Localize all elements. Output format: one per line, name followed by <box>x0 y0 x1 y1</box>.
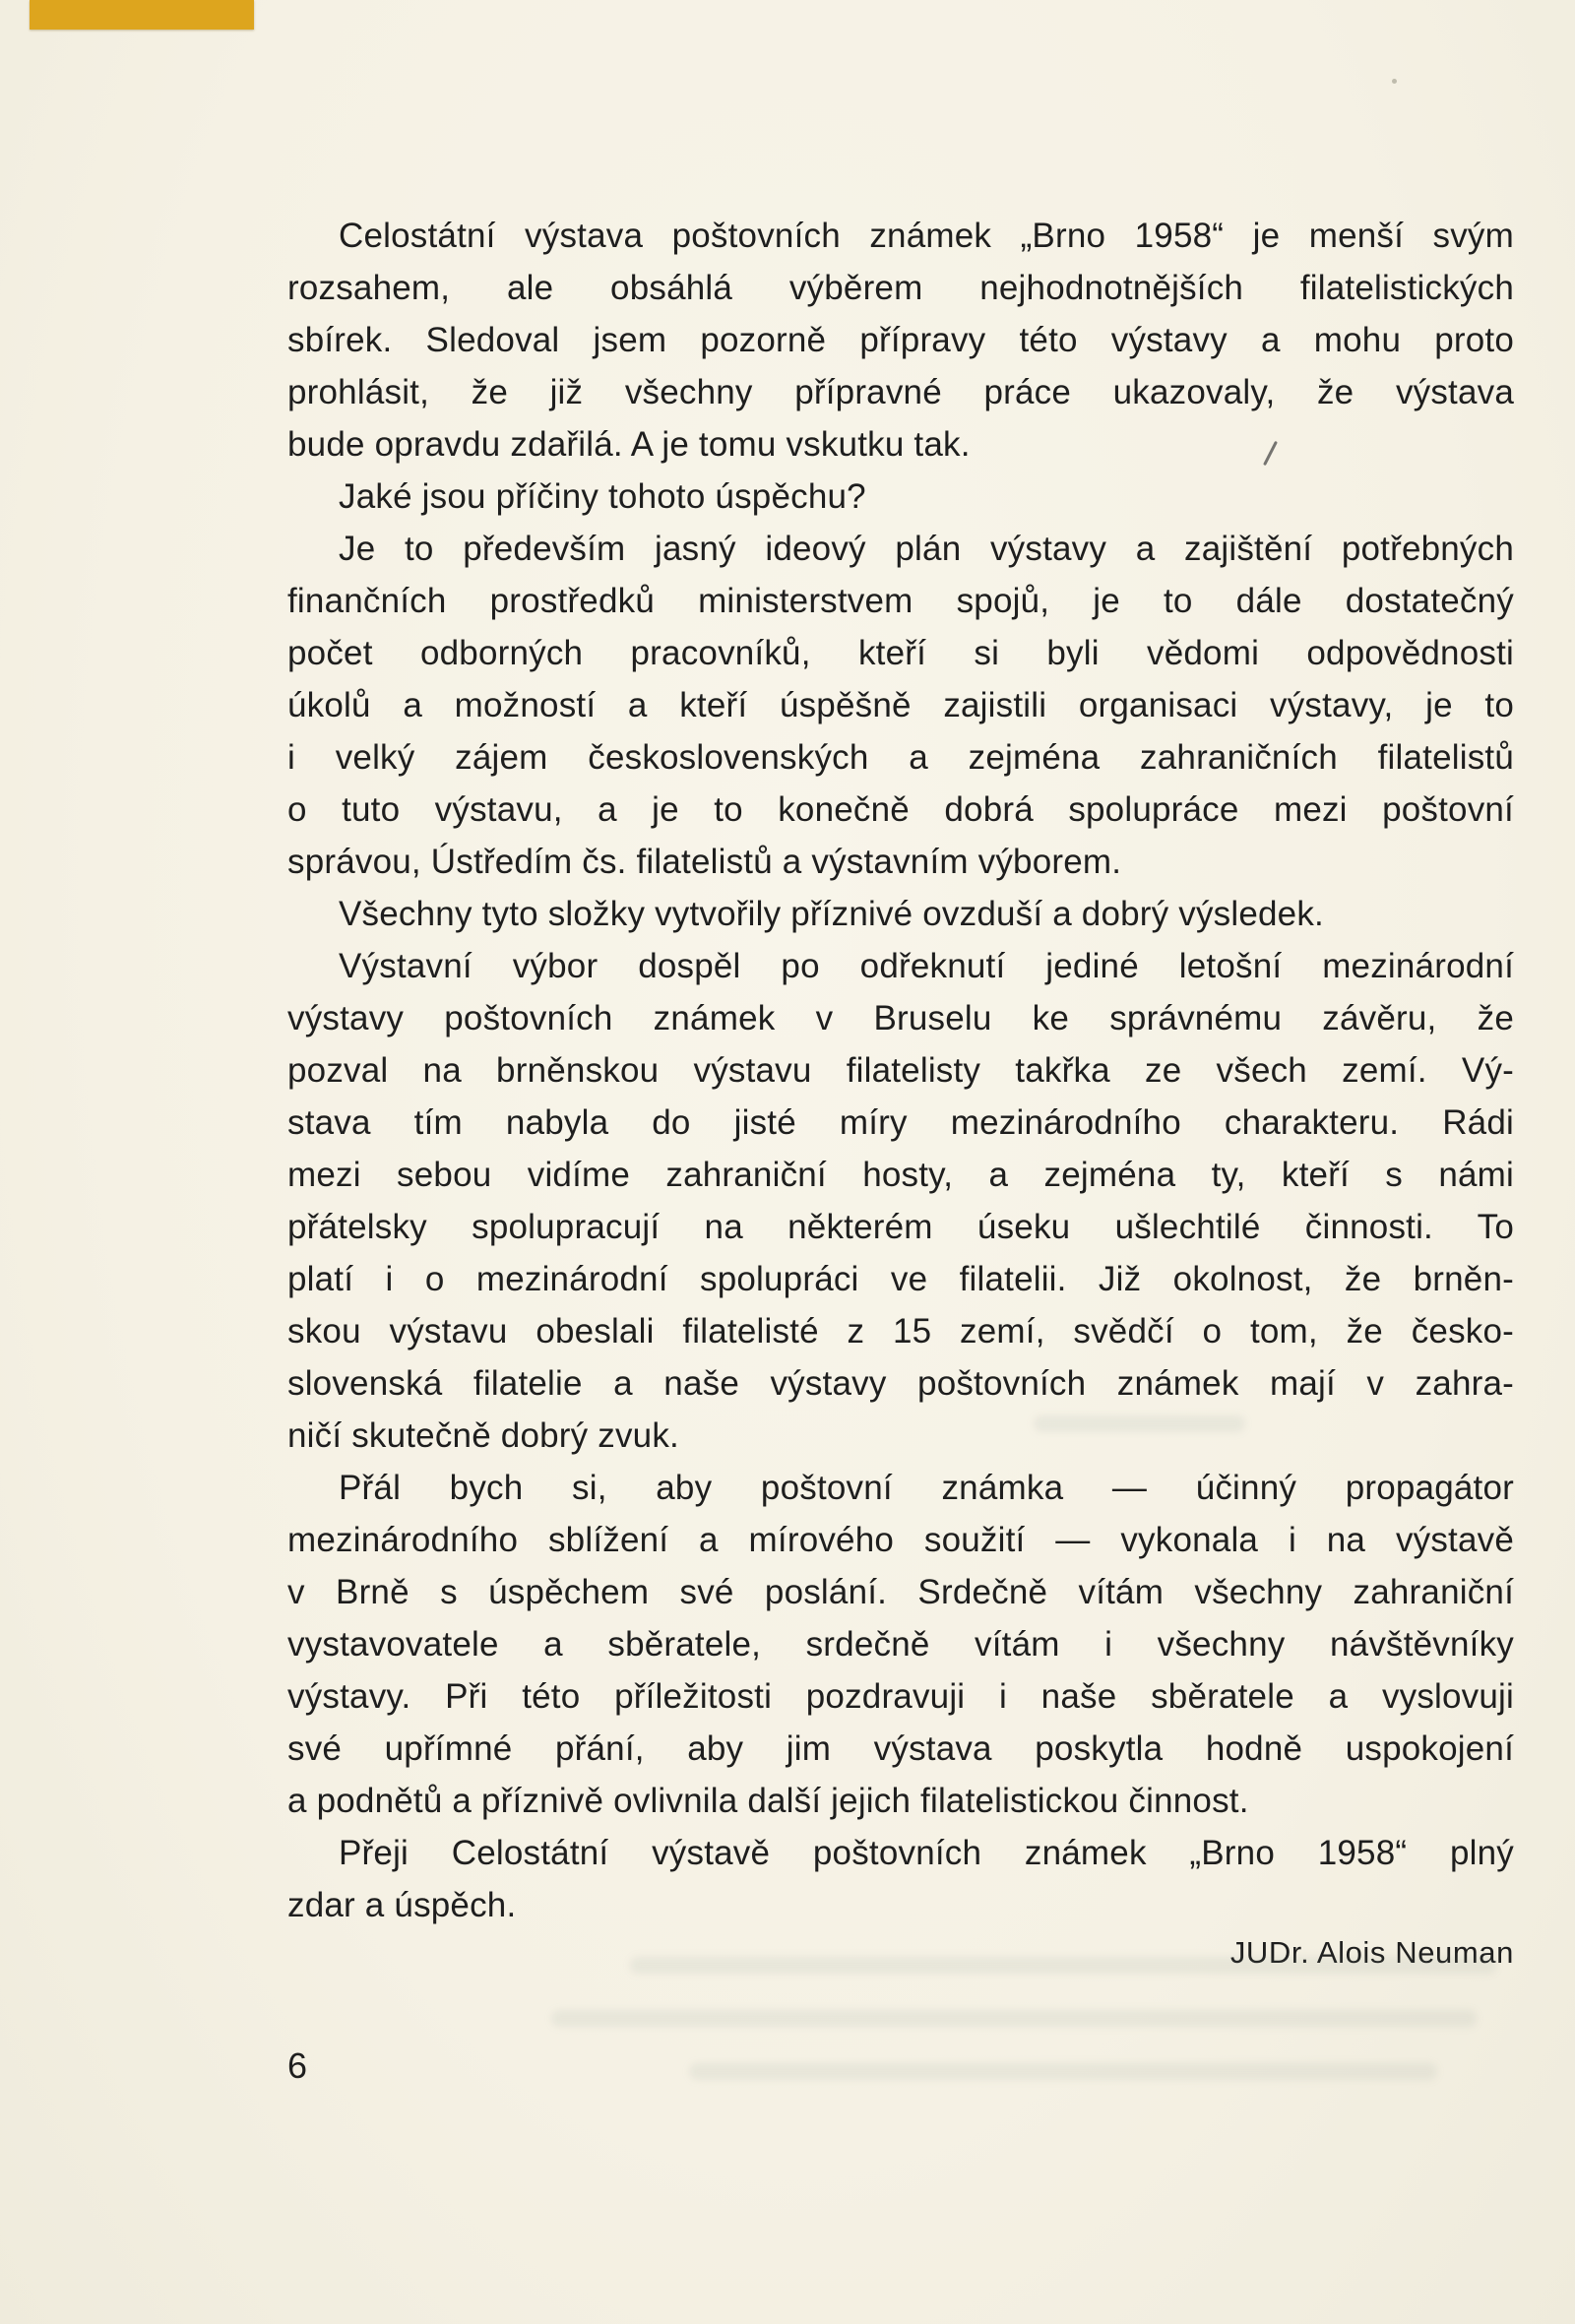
paragraph <box>287 523 1514 888</box>
text-line: své upřímné přání, aby jim výstava poskytla hodně uspokojení <box>287 1729 1514 1768</box>
text-line: vystavovatele a sběratele, srdečně vítám i všechny návštěvníky <box>287 1625 1514 1664</box>
text-line: Přeji Celostátní výstavě poštovních známek „Brno 1958“ plný <box>339 1834 1514 1872</box>
text-line: i velký zájem československých a zejména zahraničních filatelistů <box>287 738 1514 777</box>
text-line: zdar a úspěch. <box>287 1886 517 1924</box>
text-line: mezi sebou vidíme zahraniční hosty, a zejména ty, kteří s námi <box>287 1156 1514 1194</box>
text-line: Všechny tyto složky vytvořily příznivé ovzduší a dobrý výsledek. <box>339 895 1324 933</box>
text-line: prohlásit, že již všechny přípravné práce ukazovaly, že výstava <box>287 373 1514 411</box>
body-text <box>287 210 1514 1931</box>
text-line: stava tím nabyla do jisté míry mezinárodního charakteru. Rádi <box>287 1103 1514 1142</box>
text-line: Jaké jsou příčiny tohoto úspěchu? <box>339 477 866 516</box>
author-signature: JUDr. Alois Neuman <box>1229 1935 1514 1970</box>
text-line: Je to především jasný ideový plán výstavy a zajištění potřebných <box>339 530 1514 568</box>
text-line: rozsahem, ale obsáhlá výběrem nejhodnotnějších filatelistických <box>287 269 1514 307</box>
paragraph <box>287 1462 1514 1827</box>
text-line: přátelsky spolupracují na některém úseku ušlechtilé činnosti. To <box>287 1208 1514 1246</box>
page-number: 6 <box>287 2045 308 2086</box>
paragraph <box>287 471 1514 523</box>
text-line: platí i o mezinárodní spolupráci ve filatelii. Již okolnost, že brněn- <box>287 1260 1514 1298</box>
paragraph <box>287 210 1514 471</box>
text-line: Přál bych si, aby poštovní známka — účinný propagátor <box>339 1469 1514 1507</box>
show-through-artifact <box>689 2063 1437 2080</box>
text-line: Celostátní výstava poštovních známek „Brno 1958“ je menší svým <box>339 217 1514 255</box>
text-line: počet odborných pracovníků, kteří si byli vědomi odpovědnosti <box>287 634 1514 672</box>
show-through-artifact <box>630 1957 1496 1974</box>
scan-speck <box>1392 79 1397 84</box>
text-line: správou, Ústředím čs. filatelistů a výstavním výborem. <box>287 843 1122 881</box>
text-line: skou výstavu obeslali filatelisté z 15 zemí, svědčí o tom, že česko- <box>287 1312 1514 1350</box>
text-line: finančních prostředků ministerstvem spojů, je to dále dostatečný <box>287 582 1514 620</box>
show-through-artifact <box>551 2010 1477 2027</box>
text-line: úkolů a možností a kteří úspěšně zajistili organisaci výstavy, je to <box>287 686 1514 724</box>
text-line: slovenská filatelie a naše výstavy poštovních známek mají v zahra- <box>287 1364 1514 1403</box>
text-line: sbírek. Sledoval jsem pozorně přípravy této výstavy a mohu proto <box>287 321 1514 359</box>
text-line: pozval na brněnskou výstavu filatelisty takřka ze všech zemí. Vý- <box>287 1051 1514 1090</box>
text-line: ničí skutečně dobrý zvuk. <box>287 1416 679 1455</box>
cover-edge-bar <box>30 0 254 30</box>
text-line: výstavy poštovních známek v Bruselu ke správnému závěru, že <box>287 999 1514 1037</box>
text-line: Výstavní výbor dospěl po odřeknutí jediné letošní mezinárodní <box>339 947 1514 985</box>
text-line: o tuto výstavu, a je to konečně dobrá spolupráce mezi poštovní <box>287 790 1514 829</box>
text-line: výstavy. Při této příležitosti pozdravuji i naše sběratele a vyslovuji <box>287 1677 1514 1716</box>
show-through-artifact <box>1034 1415 1245 1432</box>
text-line: a podnětů a příznivě ovlivnila další jejich filatelistickou činnost. <box>287 1782 1249 1820</box>
paragraph <box>287 940 1514 1462</box>
text-line: bude opravdu zdařilá. A je tomu vskutku tak. <box>287 425 971 464</box>
text-line: mezinárodního sblížení a mírového soužití — vykonala i na výstavě <box>287 1521 1514 1559</box>
paragraph <box>287 888 1514 940</box>
text-line: v Brně s úspěchem své poslání. Srdečně vítám všechny zahraniční <box>287 1573 1514 1611</box>
paragraph <box>287 1827 1514 1931</box>
